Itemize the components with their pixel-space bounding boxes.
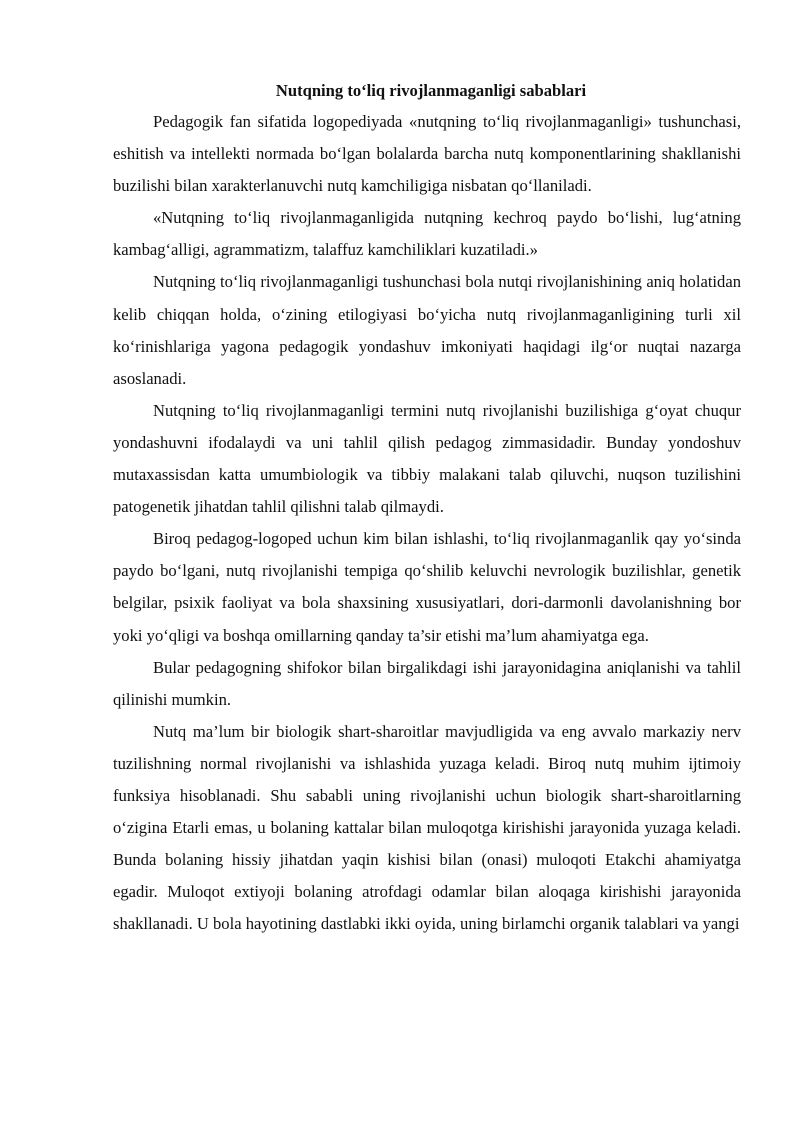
- paragraph: Nutq ma’lum bir biologik shart-sharoitlar mavjudligida va eng avvalo markaziy nerv tuzilishning normal rivojlanishi va ishlashida yuzaga keladi. Biroq nutq muhim ijtimoiy funksiya hisoblanadi. Shu sababli uning rivojlanishi uchun biologik shart-sharoitlarning o‘zigina Etarli emas, u bolaning kattalar bilan muloqotga kirishishi jarayonida yuzaga keladi. Bunda bolaning hissiy jihatdan yaqin kishisi bilan (onasi) muloqoti Etakchi ahamiyatga egadir. Muloqot extiyoji bolaning atrofdagi odamlar bilan aloqaga kirishishi jarayonida shakllanadi. U bola hayotining dastlabki ikki oyida, uning birlamchi organik talablari va yangi: [113, 721, 741, 934]
- paragraph: Bular pedagogning shifokor bilan birgalikdagi ishi jarayonidagina aniqlanishi va tahlil qilinishi mumkin.: [113, 657, 741, 709]
- paragraph: Biroq pedagog-logoped uchun kim bilan ishlashi, to‘liq rivojlanmaganlik qay yo‘sinda paydo bo‘lgani, nutq rivojlanishi tempiga qo‘shilib keluvchi nevrologik buzilishlar, genetik belgilar, psixik faoliyat va bola shaxsining xususiyatlari, dori-darmonli davolanishning bor yoki yo‘qligi va boshqa omillarning qanday ta’sir etishi ma’lum ahamiyatga ega.: [113, 529, 741, 645]
- document-page: [113, 76, 741, 940]
- paragraph: Nutqning to‘liq rivojlanmaganligi tushunchasi bola nutqi rivojlanishining aniq holatidan kelib chiqqan holda, o‘zining etilogiyasi bo‘yicha nutq rivojlanmaganligining turli xil ko‘rinishlariga yagona pedagogik yondashuv imkoniyati haqidagi ilg‘or nuqtai nazarga asoslanadi.: [113, 272, 741, 388]
- document-title: Nutqning to‘liq rivojlanmaganligi sabablari: [275, 81, 587, 100]
- paragraph: «Nutqning to‘liq rivojlanmaganligida nutqning kechroq paydo bo‘lishi, lug‘atning kambag‘alligi, agrammatizm, talaffuz kamchiliklari kuzatiladi.»: [113, 208, 741, 260]
- paragraph: Pedagogik fan sifatida logopediyada «nutqning to‘liq rivojlanmaganligi» tushunchasi, eshitish va intellekti normada bo‘lgan bolalarda barcha nutq komponentlarining shakllanishi buzilishi bilan xarakterlanuvchi nutq kamchiligiga nisbatan qo‘llaniladi.: [113, 112, 741, 196]
- paragraph: Nutqning to‘liq rivojlanmaganligi termini nutq rivojlanishi buzilishiga g‘oyat chuqur yondashuvni ifodalaydi va uni tahlil qilish pedagog zimmasidadir. Bunday yondoshuv mutaxassisdan katta umumbiologik va tibbiy malakani talab qiluvchi, nuqson tuzilishini patogenetik jihatdan tahlil qilishni talab qilmaydi.: [113, 400, 741, 517]
